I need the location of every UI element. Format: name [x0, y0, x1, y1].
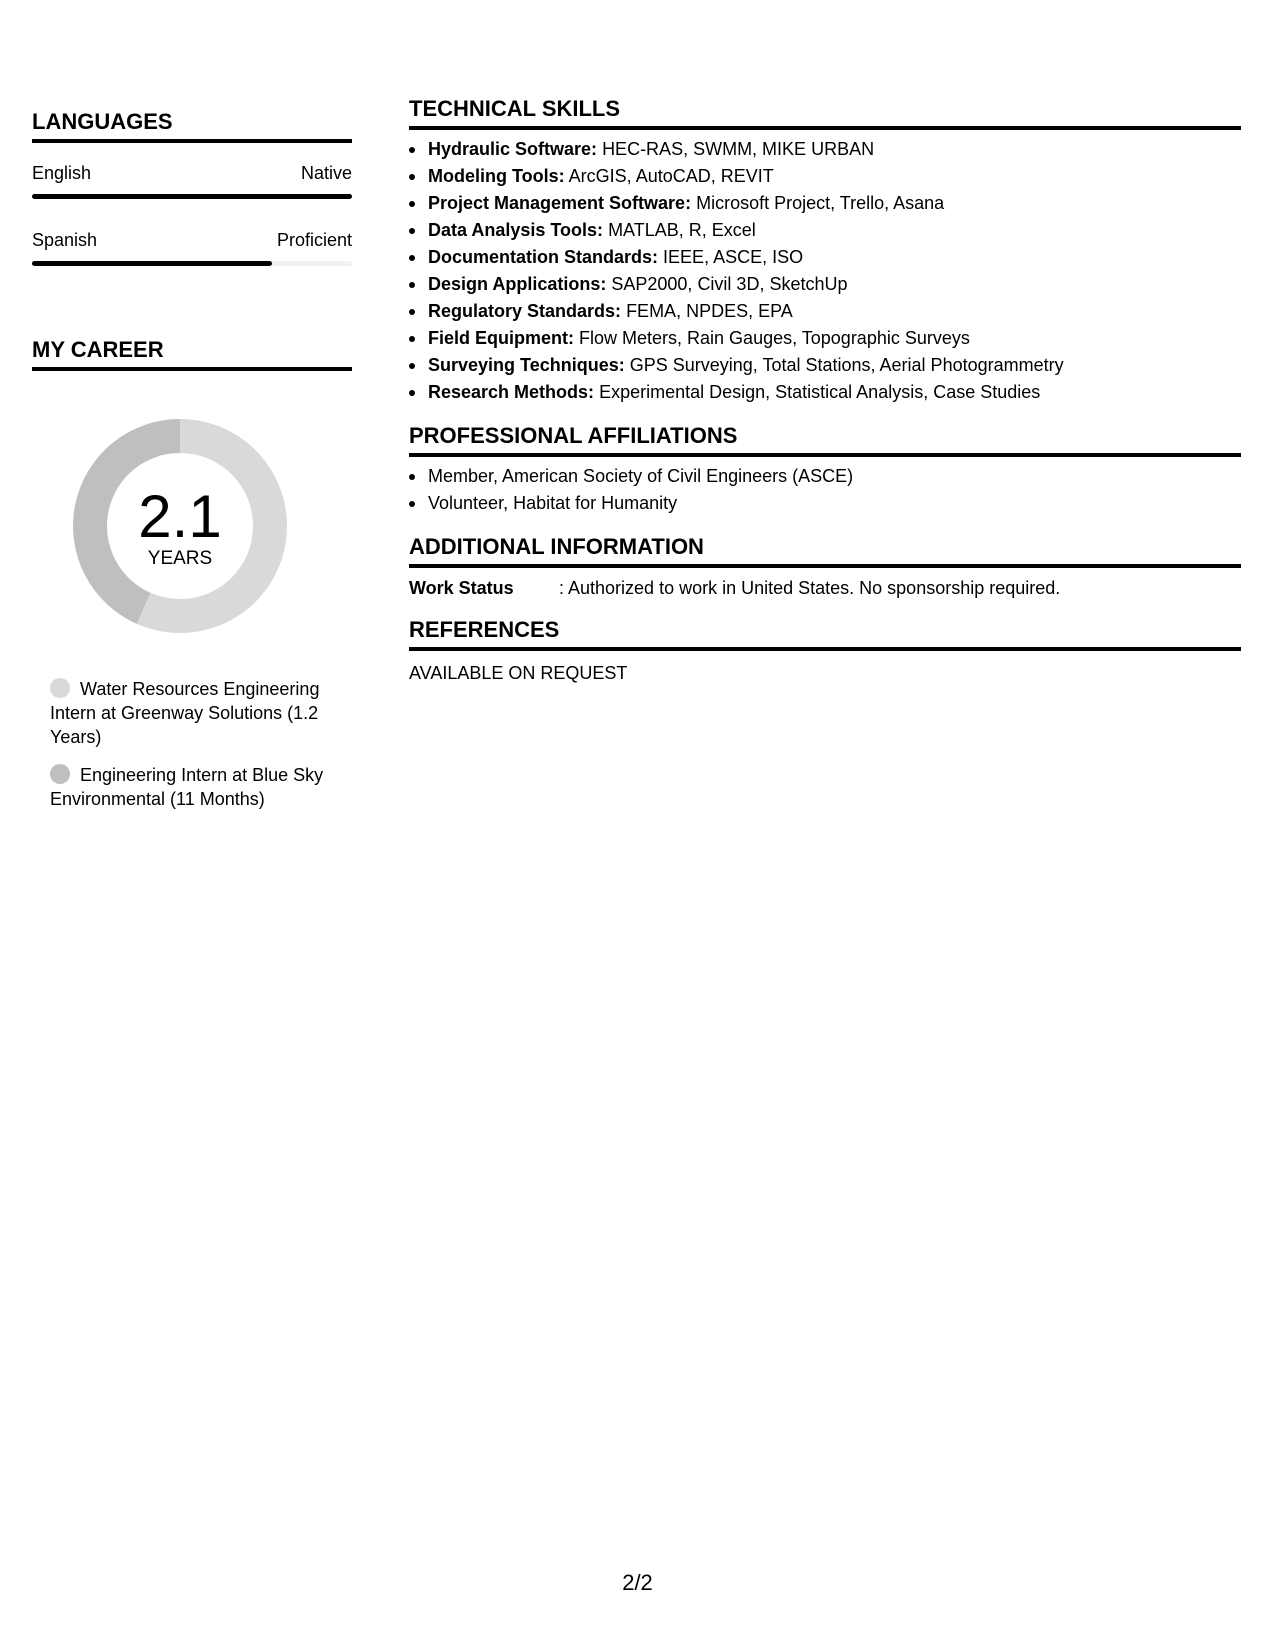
skill-label: Design Applications:	[428, 274, 607, 294]
skill-item	[409, 379, 1241, 406]
language-row	[32, 162, 352, 184]
skill-item	[409, 352, 1241, 379]
work-status-label: Work Status	[409, 578, 514, 598]
language-row	[32, 229, 352, 251]
skill-value: IEEE, ASCE, ISO	[663, 247, 804, 267]
skill-value: FEMA, NPDES, EPA	[626, 301, 793, 321]
left-column	[32, 108, 352, 825]
skill-label: Research Methods:	[428, 382, 595, 402]
skill-item	[409, 271, 1241, 298]
career-total-unit: YEARS	[147, 548, 213, 569]
career-total-value: 2.1	[138, 483, 222, 550]
skill-value: SAP2000, Civil 3D, SketchUp	[611, 274, 848, 294]
technical-skills-list	[409, 136, 1241, 406]
skill-value: ArcGIS, AutoCAD, REVIT	[568, 166, 774, 186]
skill-value: Experimental Design, Statistical Analysis, Case Studies	[599, 382, 1041, 402]
page-number: 2/2	[622, 1570, 653, 1595]
skill-value: Flow Meters, Rain Gauges, Topographic Surveys	[579, 328, 970, 348]
skill-label: Hydraulic Software:	[428, 139, 598, 159]
skill-item	[409, 163, 1241, 190]
language-name: English	[32, 163, 92, 183]
affiliation-item: Volunteer, Habitat for Humanity	[409, 490, 1241, 517]
language-name: Spanish	[32, 230, 98, 250]
technical-skills-section	[409, 95, 1241, 406]
references-text: AVAILABLE ON REQUEST	[409, 663, 628, 683]
skill-item	[409, 325, 1241, 352]
languages-heading: LANGUAGES	[32, 108, 352, 143]
skill-item	[409, 136, 1241, 163]
career-entry-label: Engineering Intern at Blue Sky Environmental (11 Months)	[50, 765, 324, 809]
affiliations-heading: PROFESSIONAL AFFILIATIONS	[409, 422, 1241, 457]
skill-value: MATLAB, R, Excel	[608, 220, 756, 240]
language-proficiency-fill	[32, 194, 352, 199]
legend-dot-icon	[50, 678, 70, 698]
skill-label: Project Management Software:	[428, 193, 692, 213]
legend-dot-icon	[50, 764, 70, 784]
language-level: Native	[300, 163, 352, 183]
work-status-value: : Authorized to work in United States. No sponsorship required.	[559, 578, 1061, 598]
career-legend-item	[50, 677, 335, 749]
skill-item	[409, 298, 1241, 325]
language-entry	[32, 229, 352, 266]
skill-value: HEC-RAS, SWMM, MIKE URBAN	[602, 139, 875, 159]
skill-label: Data Analysis Tools:	[428, 220, 604, 240]
skill-label: Modeling Tools:	[428, 166, 565, 186]
skill-item	[409, 190, 1241, 217]
additional-info-section	[409, 533, 1241, 600]
affiliations-list	[409, 463, 1241, 517]
work-status-row	[409, 576, 1241, 600]
skill-label: Regulatory Standards:	[428, 301, 622, 321]
donut-center	[65, 411, 295, 641]
career-heading: MY CAREER	[32, 336, 352, 371]
affiliations-section	[409, 422, 1241, 517]
language-entry	[32, 162, 352, 199]
language-level: Proficient	[276, 230, 352, 250]
right-column	[409, 95, 1241, 701]
skill-label: Documentation Standards:	[428, 247, 659, 267]
language-proficiency-bar	[32, 194, 352, 199]
career-legend	[32, 677, 335, 811]
affiliation-item: Member, American Society of Civil Engineers (ASCE)	[409, 463, 1241, 490]
career-donut-chart	[65, 411, 295, 641]
career-entry-label: Water Resources Engineering Intern at Greenway Solutions (1.2 Years)	[50, 679, 320, 747]
skill-item	[409, 244, 1241, 271]
additional-info-heading: ADDITIONAL INFORMATION	[409, 533, 1241, 568]
skill-value: GPS Surveying, Total Stations, Aerial Photogrammetry	[629, 355, 1064, 375]
skill-label: Field Equipment:	[428, 328, 574, 348]
language-proficiency-fill	[32, 261, 272, 266]
career-legend-item	[50, 763, 335, 811]
references-section	[409, 616, 1241, 685]
skill-label: Surveying Techniques:	[428, 355, 625, 375]
skill-item	[409, 217, 1241, 244]
language-proficiency-bar	[32, 261, 352, 266]
references-heading: REFERENCES	[409, 616, 1241, 651]
technical-skills-heading: TECHNICAL SKILLS	[409, 95, 1241, 130]
skill-value: Microsoft Project, Trello, Asana	[696, 193, 945, 213]
